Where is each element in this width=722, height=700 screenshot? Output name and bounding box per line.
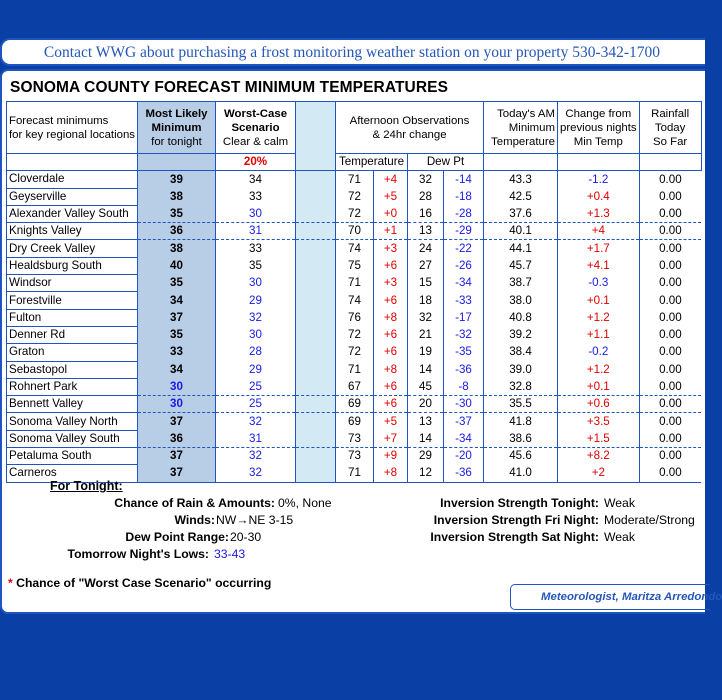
location-cell: Bennett Valley [7,396,138,413]
temperature-change-cell: +4 [374,171,408,188]
min-change-cell: +1.1 [558,326,640,343]
worst-case-cell: 25 [216,378,296,395]
table-row [7,413,702,430]
dew-point-change-cell: -35 [444,344,484,361]
likely-min-cell: 35 [138,275,216,292]
min-change-cell: +1.7 [558,240,640,257]
am-min-cell: 38.0 [484,292,558,309]
temperature-change-cell: +5 [374,413,408,430]
spacer-cell [296,465,336,482]
temperature-change-cell: +0 [374,205,408,222]
min-change-cell: +8.2 [558,448,640,465]
rainfall-cell: 0.00 [639,344,701,361]
meteorologist-box [510,584,722,610]
lows-value: 33-43 [214,547,246,561]
dew-point-cell: 13 [408,413,444,430]
worst-case-cell: 31 [216,430,296,447]
worst-case-cell: 32 [216,448,296,465]
spacer-cell [296,448,336,465]
dew-range-label: Dew Point Range: [125,530,229,544]
location-cell: Sonoma Valley South [7,430,138,447]
dew-point-change-cell: -8 [444,378,484,395]
dew-point-change-cell: -20 [444,448,484,465]
likely-min-cell: 34 [138,292,216,309]
temperature-change-cell: +8 [374,309,408,326]
am-min-cell: 45.6 [484,448,558,465]
banner-text: Contact WWG about purchasing a frost monitoring weather station on your property 530-342-1700 [43,44,661,61]
am-min-cell: 41.0 [484,465,558,482]
location-cell: Windsor [7,275,138,292]
spacer-cell [296,309,336,326]
inversion-fri-label: Inversion Strength Fri Night: [433,513,599,527]
header-dew-point: Dew Pt [408,154,484,171]
temperature-cell: 75 [336,257,374,274]
temperature-cell: 74 [336,240,374,257]
rainfall-cell: 0.00 [639,326,701,343]
am-min-cell: 38.4 [484,344,558,361]
location-cell: Knights Valley [7,223,138,240]
am-min-cell: 45.7 [484,257,558,274]
temperature-cell: 72 [336,326,374,343]
spacer-cell [296,344,336,361]
temperature-cell: 72 [336,205,374,222]
worst-case-cell: 29 [216,361,296,378]
rainfall-cell: 0.00 [639,275,701,292]
location-cell: Denner Rd [7,326,138,343]
am-min-cell: 42.5 [484,188,558,205]
header-forecast: Forecast minimums for key regional locations [7,102,138,154]
dew-point-cell: 27 [408,257,444,274]
rainfall-cell: 0.00 [639,171,701,188]
spacer-cell [296,292,336,309]
table-row [7,223,702,240]
lows-label: Tomorrow Night's Lows: [67,547,209,561]
temperature-change-cell: +6 [374,257,408,274]
table-row [7,205,702,222]
forecast-table [6,101,702,483]
likely-min-cell: 38 [138,188,216,205]
likely-min-cell: 37 [138,448,216,465]
worst-case-cell: 30 [216,326,296,343]
min-change-cell: +3.5 [558,413,640,430]
rainfall-cell: 0.00 [639,240,701,257]
worst-case-cell: 30 [216,275,296,292]
rainfall-cell: 0.00 [639,188,701,205]
header-temperature: Temperature [336,154,408,171]
am-min-cell: 38.6 [484,430,558,447]
worst-case-cell: 32 [216,413,296,430]
dew-point-change-cell: -14 [444,171,484,188]
worst-case-cell: 35 [216,257,296,274]
dew-point-cell: 14 [408,361,444,378]
min-change-cell: +4.1 [558,257,640,274]
temperature-change-cell: +6 [374,326,408,343]
rainfall-cell: 0.00 [639,430,701,447]
spacer-cell [296,171,336,188]
rainfall-cell: 0.00 [639,448,701,465]
header-worst: Worst-Case Scenario Clear & calm [216,102,296,154]
am-min-cell: 39.0 [484,361,558,378]
location-cell: Carneros [7,465,138,482]
temperature-cell: 74 [336,292,374,309]
dew-point-cell: 19 [408,344,444,361]
temperature-cell: 73 [336,430,374,447]
header-rainfall: Rainfall Today So Far [639,102,701,154]
likely-min-cell: 37 [138,309,216,326]
temperature-change-cell: +1 [374,223,408,240]
min-change-cell: +0.1 [558,378,640,395]
table-row [7,396,702,413]
min-change-cell: +2 [558,465,640,482]
likely-min-cell: 34 [138,361,216,378]
dew-point-change-cell: -26 [444,257,484,274]
dew-point-cell: 45 [408,378,444,395]
location-cell: Dry Creek Valley [7,240,138,257]
dew-point-change-cell: -36 [444,361,484,378]
temperature-cell: 76 [336,309,374,326]
spacer-cell [296,188,336,205]
dew-point-cell: 29 [408,448,444,465]
likely-min-cell: 35 [138,205,216,222]
temperature-change-cell: +6 [374,378,408,395]
likely-min-cell: 38 [138,240,216,257]
dew-point-change-cell: -17 [444,309,484,326]
location-cell: Sebastopol [7,361,138,378]
likely-min-cell: 30 [138,378,216,395]
table-row [7,257,702,274]
location-cell: Fulton [7,309,138,326]
likely-min-cell: 37 [138,465,216,482]
location-cell: Cloverdale [7,171,138,188]
inversion-sat-value: Weak [604,530,635,544]
location-cell: Sonoma Valley North [7,413,138,430]
temperature-cell: 71 [336,275,374,292]
min-change-cell: -1.2 [558,171,640,188]
table-row [7,275,702,292]
temperature-change-cell: +6 [374,344,408,361]
inversion-fri-value: Moderate/Strong [604,513,695,527]
likely-min-cell: 37 [138,413,216,430]
dew-point-cell: 15 [408,275,444,292]
dew-point-change-cell: -34 [444,430,484,447]
location-cell: Alexander Valley South [7,205,138,222]
spacer-cell [296,396,336,413]
likely-min-cell: 33 [138,344,216,361]
dew-point-cell: 20 [408,396,444,413]
temperature-cell: 72 [336,188,374,205]
inversion-sat-label: Inversion Strength Sat Night: [430,530,599,544]
dew-point-cell: 18 [408,292,444,309]
am-min-cell: 44.1 [484,240,558,257]
temperature-cell: 71 [336,465,374,482]
am-min-cell: 40.1 [484,223,558,240]
spacer-column [296,102,336,171]
spacer-cell [296,205,336,222]
temperature-cell: 73 [336,448,374,465]
temperature-cell: 71 [336,171,374,188]
rainfall-cell: 0.00 [639,396,701,413]
dew-point-cell: 13 [408,223,444,240]
worst-case-cell: 25 [216,396,296,413]
location-cell: Forestville [7,292,138,309]
location-cell: Healdsburg South [7,257,138,274]
rainfall-cell: 0.00 [639,361,701,378]
top-bar [0,0,700,32]
forecast-panel [0,69,722,614]
temperature-change-cell: +6 [374,292,408,309]
likely-min-cell: 39 [138,171,216,188]
dew-point-cell: 24 [408,240,444,257]
rainfall-cell: 0.00 [639,378,701,395]
header-likely: Most Likely Minimum for tonight [138,102,216,154]
am-min-cell: 41.8 [484,413,558,430]
likely-min-cell: 40 [138,257,216,274]
spacer-cell [296,378,336,395]
temperature-cell: 72 [336,344,374,361]
worst-case-cell: 28 [216,344,296,361]
spacer-cell [296,257,336,274]
dew-point-change-cell: -30 [444,396,484,413]
table-row [7,171,702,188]
location-cell: Geyserville [7,188,138,205]
table-row [7,188,702,205]
dew-point-change-cell: -34 [444,275,484,292]
dew-point-change-cell: -18 [444,188,484,205]
table-row [7,430,702,447]
dew-point-cell: 16 [408,205,444,222]
dew-point-change-cell: -22 [444,240,484,257]
location-cell: Petaluma South [7,448,138,465]
worst-case-footnote: * Chance of "Worst Case Scenario" occurring [8,576,272,590]
worst-case-cell: 34 [216,171,296,188]
spacer-cell [296,240,336,257]
location-cell: Graton [7,344,138,361]
spacer-cell [296,223,336,240]
min-change-cell: +1.2 [558,361,640,378]
worst-case-cell: 32 [216,465,296,482]
table-row [7,240,702,257]
rainfall-cell: 0.00 [639,257,701,274]
spacer-cell [296,413,336,430]
likely-min-cell: 30 [138,396,216,413]
winds-value: NW→NE 3-15 [216,513,294,527]
winds-label: Winds: [174,513,215,527]
rain-chance-label: Chance of Rain & Amounts: [114,496,275,510]
temperature-change-cell: +8 [374,361,408,378]
temperature-cell: 71 [336,361,374,378]
dew-point-change-cell: -33 [444,292,484,309]
am-min-cell: 39.2 [484,326,558,343]
rainfall-cell: 0.00 [639,292,701,309]
temperature-change-cell: +3 [374,275,408,292]
header-am-min: Today's AM Minimum Temperature [484,102,558,154]
dew-point-cell: 12 [408,465,444,482]
worst-case-cell: 29 [216,292,296,309]
rainfall-cell: 0.00 [639,413,701,430]
dew-point-cell: 32 [408,171,444,188]
rainfall-cell: 0.00 [639,309,701,326]
table-row [7,378,702,395]
am-min-cell: 38.7 [484,275,558,292]
dew-point-cell: 32 [408,309,444,326]
dew-point-cell: 28 [408,188,444,205]
rainfall-cell: 0.00 [639,205,701,222]
spacer-cell [296,275,336,292]
table-row [7,448,702,465]
dew-point-change-cell: -36 [444,465,484,482]
table-row [7,292,702,309]
temperature-change-cell: +9 [374,448,408,465]
min-change-cell: +1.3 [558,205,640,222]
inversion-tonight-value: Weak [604,496,635,510]
forecast-rows [7,171,702,482]
header-observations: Afternoon Observations & 24hr change [336,102,484,154]
min-change-cell: +0.6 [558,396,640,413]
dew-point-change-cell: -28 [444,205,484,222]
likely-min-cell: 36 [138,223,216,240]
worst-case-cell: 33 [216,240,296,257]
meteorologist-name: Meteorologist, Maritza Arredondo [541,591,722,603]
am-min-cell: 37.6 [484,205,558,222]
dew-point-cell: 14 [408,430,444,447]
temperature-change-cell: +3 [374,240,408,257]
dew-range-value: 20-30 [230,530,262,544]
min-change-cell: +0.1 [558,292,640,309]
worst-case-cell: 30 [216,205,296,222]
worst-case-cell: 32 [216,309,296,326]
temperature-cell: 67 [336,378,374,395]
dew-point-change-cell: -32 [444,326,484,343]
min-change-cell: -0.2 [558,344,640,361]
table-row [7,344,702,361]
location-cell: Rohnert Park [7,378,138,395]
tonight-title: For Tonight: [50,479,123,493]
temperature-cell: 70 [336,223,374,240]
table-row [7,309,702,326]
min-change-cell: +4 [558,223,640,240]
temperature-cell: 69 [336,413,374,430]
header-change: Change from previous nights Min Temp [558,102,640,154]
inversion-tonight-label: Inversion Strength Tonight: [440,496,599,510]
worst-case-cell: 31 [216,223,296,240]
rain-chance-value: 0%, None [278,496,332,510]
dew-point-cell: 21 [408,326,444,343]
dew-point-change-cell: -29 [444,223,484,240]
worst-case-percent: 20% [216,154,296,171]
am-min-cell: 43.3 [484,171,558,188]
worst-case-cell: 33 [216,188,296,205]
page-title: SONOMA COUNTY FORECAST MINIMUM TEMPERATURES [10,79,449,96]
likely-min-cell: 36 [138,430,216,447]
min-change-cell: +1.2 [558,309,640,326]
table-row [7,361,702,378]
likely-min-cell: 35 [138,326,216,343]
am-min-cell: 32.8 [484,378,558,395]
am-min-cell: 40.8 [484,309,558,326]
temperature-change-cell: +5 [374,188,408,205]
temperature-cell: 69 [336,396,374,413]
spacer-cell [296,361,336,378]
am-min-cell: 35.5 [484,396,558,413]
table-row [7,326,702,343]
bottom-bar [0,616,700,700]
temperature-change-cell: +7 [374,430,408,447]
spacer-cell [296,326,336,343]
temperature-change-cell: +8 [374,465,408,482]
min-change-cell: -0.3 [558,275,640,292]
rainfall-cell: 0.00 [639,223,701,240]
spacer-cell [296,430,336,447]
rainfall-cell: 0.00 [639,465,701,482]
min-change-cell: +1.5 [558,430,640,447]
min-change-cell: +0.4 [558,188,640,205]
banner [0,38,705,66]
temperature-change-cell: +6 [374,396,408,413]
dew-point-change-cell: -37 [444,413,484,430]
